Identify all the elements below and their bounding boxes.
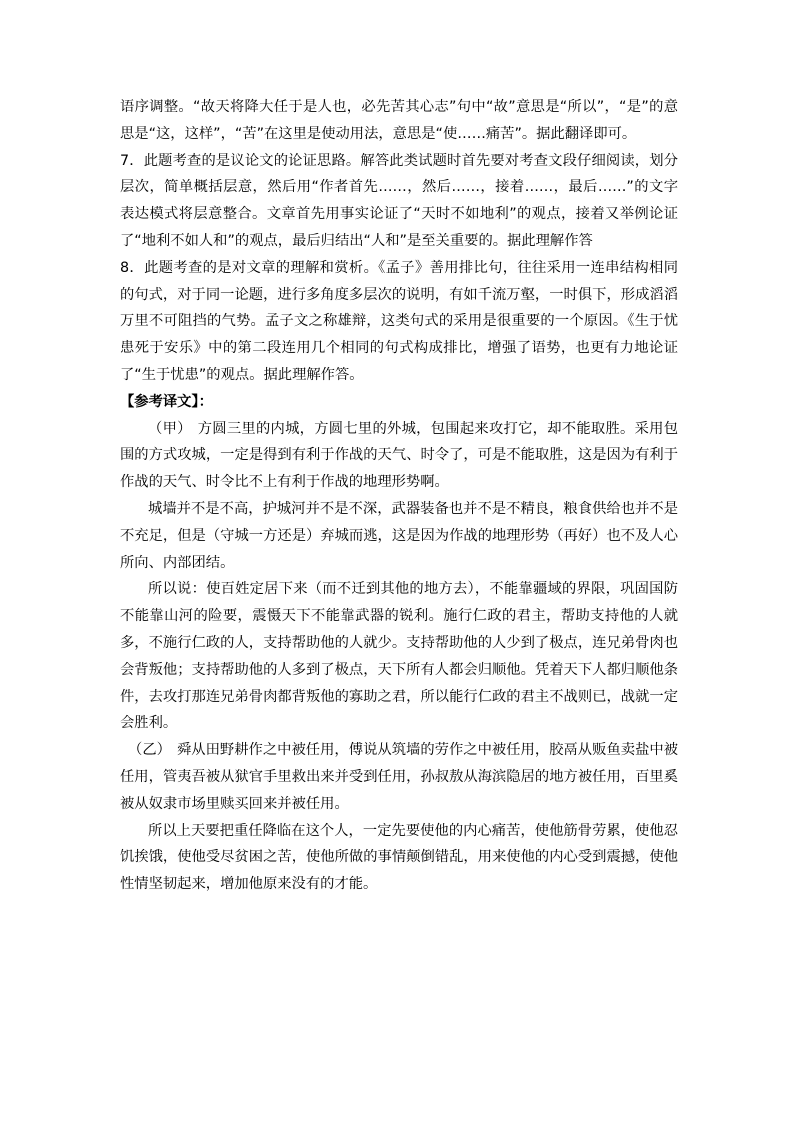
translation-heading: 【参考译文】： bbox=[120, 393, 213, 410]
translation-jia-paragraph-3: 所以说：使百姓定居下来（而不迁到其他的地方去），不能靠疆域的界限，巩固国防不能靠山河的险要，震慑天下不能靠武器的锐利。施行仁政的君主，帮助支持他的人就多，不施行仁政的人，支持帮助他的人就少。支持帮助他的人少到了极点，连兄弟骨肉也会背叛他；支持帮助他的人多到了极点，天下所有人都会归顺他。凭着天下人都归顺他条件，去攻打那连兄弟骨肉都背叛他的寡助之君，所以能行仁政的君主不战则已，战就一定会胜利。 bbox=[120, 581, 678, 732]
translation-jia-label: （甲） bbox=[148, 420, 192, 437]
translation-jia-paragraph-1 bbox=[120, 416, 678, 496]
analysis-q6-continued: 语序调整。“故天将降大任于是人也，必先苦其心志”句中“故”意思是“所以”，“是”的意思是“这，这样”，“苦”在这里是使动用法，意思是“使……痛苦”。据此翻译即可。 bbox=[120, 99, 678, 142]
analysis-q7-text: 此题考查的是议论文的论证思路。解答此类试题时首先要对考查文段仔细阅读，划分层次，简单概括层意，然后用“作者首先……，然后……，接着……，最后……”的文字表达模式将层意整合。文章首先用事实论证了“天时不如地利”的观点，接着又举例论证了“地利不如人和”的观点，最后归结出“人和”是至关重要的。据此理解作答 bbox=[120, 152, 678, 249]
question-number-7: 7． bbox=[120, 152, 144, 169]
translation-yi-paragraph-1 bbox=[120, 737, 678, 817]
analysis-q8 bbox=[120, 255, 678, 389]
translation-jia-paragraph-2: 城墙并不是不高，护城河并不是不深，武器装备也并不是不精良，粮食供给也并不是不充足，但是（守城一方还是）弃城而逃，这是因为作战的地理形势（再好）也不及人心所向、内部团结。 bbox=[120, 500, 678, 571]
translation-jia-paragraph-1-text: 方圆三里的内城，方圆七里的外城，包围起来攻打它，却不能取胜。采用包围的方式攻城，一定是得到有利于作战的天气、时令了，可是不能取胜，这是因为有利于作战的天气、时令比不上有利于作战的地理形势啊。 bbox=[120, 420, 679, 491]
translation-yi-paragraph-1-text: 舜从田野耕作之中被任用，傅说从筑墙的劳作之中被任用，胶鬲从贩鱼卖盐中被任用，管夷吾被从狱官手里救出来并受到任用，孙叔敖从海滨隐居的地方被任用，百里奚被从奴隶市场里赎买回来并被任用。 bbox=[120, 742, 679, 812]
document-page bbox=[120, 94, 678, 898]
translation-yi-paragraph-2: 所以上天要把重任降临在这个人，一定先要使他的内心痛苦，使他筋骨劳累，使他忍饥挨饿，使他受尽贫困之苦，使他所做的事情颠倒错乱，用来使他的内心受到震撼，使他性情坚韧起来，增加他原来没有的才能。 bbox=[120, 822, 678, 893]
analysis-q7 bbox=[120, 148, 678, 255]
question-number-8: 8． bbox=[120, 259, 145, 276]
translation-yi-label: （乙） bbox=[128, 742, 171, 759]
analysis-q8-text: 此题考查的是对文章的理解和赏析。《孟子》善用排比句，往往采用一连串结构相同的句式，对于同一论题，进行多角度多层次的说明，有如千流万壑，一时俱下，形成滔滔万里不可阻挡的气势。孟子文之称雄辩，这类句式的采用是很重要的一个原因。《生于忧患死于安乐》中的第二段连用几个相同的句式构成排比，增强了语势，也更有力地论证了“生于忧患”的观点。据此理解作答。 bbox=[120, 259, 678, 383]
